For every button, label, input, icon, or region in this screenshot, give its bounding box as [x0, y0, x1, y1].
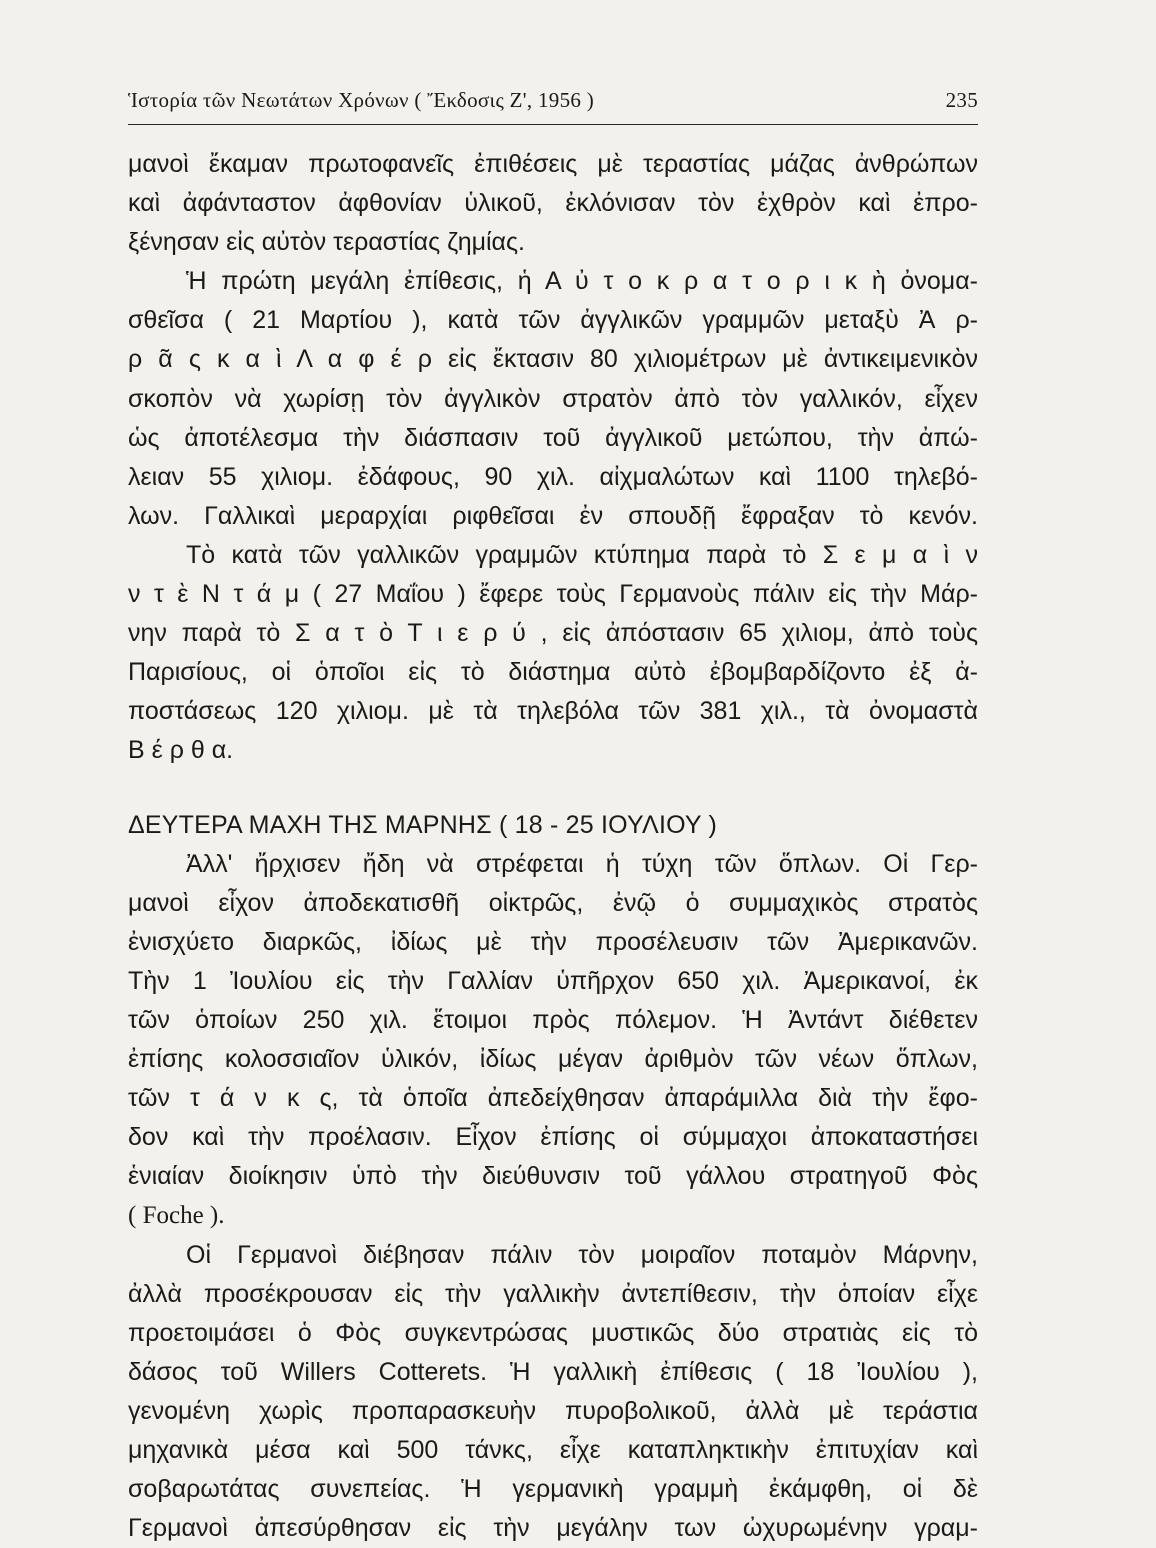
text-line: νην παρὰ τὸ Σ α τ ὸ Τ ι ε ρ ύ , εἰς ἀπόστασιν 65 χιλιομ, ἀπὸ τοὺς — [128, 619, 978, 648]
header-title: Ἱστορία τῶν Νεωτάτων Χρόνων ( Ἔκδοσις Ζ', 1956 ) — [128, 88, 595, 112]
text-line: Οἱ Γερμανοὶ διέβησαν πάλιν τὸν μοιραῖον ποταμὸν Μάρνην, — [186, 1240, 978, 1269]
text-line: μηχανικὰ μέσα καὶ 500 τάνκς, εἶχε καταπληκτικὴν ἐπιτυχίαν καὶ — [128, 1436, 978, 1464]
text-line: ν τ ὲ Ν τ ά μ ( 27 Μαΐου ) ἔφερε τοὺς Γερμανοὺς πάλιν εἰς τὴν Μάρ- — [128, 580, 978, 609]
paragraph-5 — [128, 1236, 978, 1548]
text-line: Παρισίους, οἱ ὁποῖοι εἰς τὸ διάστημα αὐτὸ ἐβομβαρδίζοντο ἐξ ἀ- — [128, 658, 978, 687]
section-heading: ΔΕΥΤΕΡΑ ΜΑΧΗ ΤΗΣ ΜΑΡΝΗΣ ( 18 - 25 ΙΟΥΛΙΟΥ ) — [128, 810, 718, 839]
paragraph-4 — [128, 845, 978, 1236]
text-line: Τὸ κατὰ τῶν γαλλικῶν γραμμῶν κτύπημα παρὰ τὸ Σ ε μ α ὶ ν — [186, 540, 978, 569]
text-line: δον καὶ τὴν προέλασιν. Εἶχον ἐπίσης οἱ σύμμαχοι ἀποκαταστήσει — [128, 1123, 978, 1152]
running-header — [128, 88, 978, 118]
paragraph-1 — [128, 145, 978, 262]
text-line: ἐπίσης κολοσσιαῖον ὑλικόν, ἰδίως μέγαν ἀριθμὸν τῶν νέων ὅπλων, — [128, 1045, 978, 1074]
text-line: ( Foche ). — [128, 1202, 225, 1230]
text-line: ἐνισχύετο διαρκῶς, ἰδίως μὲ τὴν προσέλευσιν τῶν Ἀμερικανῶν. — [128, 927, 978, 956]
text-line: λειαν 55 χιλιομ. ἐδάφους, 90 χιλ. αἰχμαλώτων καὶ 1100 τηλεβό- — [128, 462, 978, 491]
page-number: 235 — [945, 88, 978, 112]
text-line: προετοιμάσει ὁ Φὸς συγκεντρώσας μυστικῶς δύο στρατιὰς εἰς τὸ — [128, 1318, 978, 1347]
body-text — [128, 145, 978, 1548]
text-line: σθεῖσα ( 21 Μαρτίου ), κατὰ τῶν ἀγγλικῶν γραμμῶν μεταξὺ Ἀ ρ- — [128, 306, 978, 335]
header-divider — [128, 124, 978, 125]
text-line: σοβαρωτάτας συνεπείας. Ἡ γερμανικὴ γραμμὴ ἐκάμφθη, οἱ δὲ — [128, 1475, 978, 1504]
text-line: Γερμανοὶ ἀπεσύρθησαν εἰς τὴν μεγάλην των ὠχυρωμένην γραμ- — [128, 1514, 978, 1543]
text-line: Τὴν 1 Ἰουλίου εἰς τὴν Γαλλίαν ὑπῆρχον 650 χιλ. Ἀμερικανοί, ἐκ — [128, 966, 978, 995]
text-line: ρ ᾶ ς κ α ὶ Λ α φ έ ρ εἰς ἔκτασιν 80 χιλιομέτρων μὲ ἀντικειμενικὸν — [128, 345, 978, 374]
text-line: σκοπὸν νὰ χωρίσῃ τὸν ἀγγλικὸν στρατὸν ἀπὸ τὸν γαλλικόν, εἶχεν — [128, 384, 978, 413]
text-line: λων. Γαλλικαὶ μεραρχίαι ριφθεῖσαι ἐν σπουδῇ ἔφραξαν τὸ κενόν. — [128, 501, 978, 530]
text-line: μανοὶ εἶχον ἀποδεκατισθῆ οἰκτρῶς, ἐνῷ ὁ συμμαχικὸς στρατὸς — [128, 888, 978, 917]
paragraph-2 — [128, 262, 978, 536]
text-line: γενομένη χωρὶς προπαρασκευὴν πυροβολικοῦ, ἀλλὰ μὲ τεράστια — [128, 1396, 978, 1425]
paragraph-3 — [128, 536, 978, 771]
text-line: δάσος τοῦ Willers Cotterets. Ἡ γαλλικὴ ἐπίθεσις ( 18 Ἰουλίου ), — [128, 1357, 978, 1386]
text-line: ξένησαν εἰς αὐτὸν τεραστίας ζημίας. — [128, 228, 525, 257]
text-line: ἀλλὰ προσέκρουσαν εἰς τὴν γαλλικὴν ἀντεπίθεσιν, τὴν ὁποίαν εἶχε — [128, 1279, 978, 1308]
text-line: Β έ ρ θ α. — [128, 736, 234, 765]
text-line: καὶ ἀφάνταστον ἀφθονίαν ὑλικοῦ, ἐκλόνισαν τὸν ἐχθρὸν καὶ ἐπρο- — [128, 189, 978, 218]
text-line: Ἀλλ' ἤρχισεν ἤδη νὰ στρέφεται ἡ τύχη τῶν ὅπλων. Οἱ Γερ- — [186, 849, 978, 878]
text-line: τῶν ὁποίων 250 χιλ. ἕτοιμοι πρὸς πόλεμον. Ἡ Ἀντάντ διέθετεν — [128, 1005, 978, 1034]
text-line: ποστάσεως 120 χιλιομ. μὲ τὰ τηλεβόλα τῶν 381 χιλ., τὰ ὀνομαστὰ — [128, 697, 978, 726]
text-line: ἑνιαίαν διοίκησιν ὑπὸ τὴν διεύθυνσιν τοῦ γάλλου στρατηγοῦ Φὸς — [128, 1162, 978, 1191]
text-line: μανοὶ ἔκαμαν πρωτοφανεῖς ἐπιθέσεις μὲ τεραστίας μάζας ἀνθρώπων — [128, 150, 978, 178]
text-line: τῶν τ ά ν κ ς, τὰ ὁποῖα ἀπεδείχθησαν ἀπαράμιλλα διὰ τὴν ἔφο- — [128, 1084, 978, 1113]
text-line: Ἡ πρώτη μεγάλη ἐπίθεσις, ἡ Α ὐ τ ο κ ρ α τ ο ρ ι κ ὴ ὀνομα- — [186, 267, 978, 296]
section-spacer — [128, 771, 978, 806]
text-line: ὡς ἀποτέλεσμα τὴν διάσπασιν τοῦ ἀγγλικοῦ μετώπου, τὴν ἀπώ- — [128, 423, 978, 452]
